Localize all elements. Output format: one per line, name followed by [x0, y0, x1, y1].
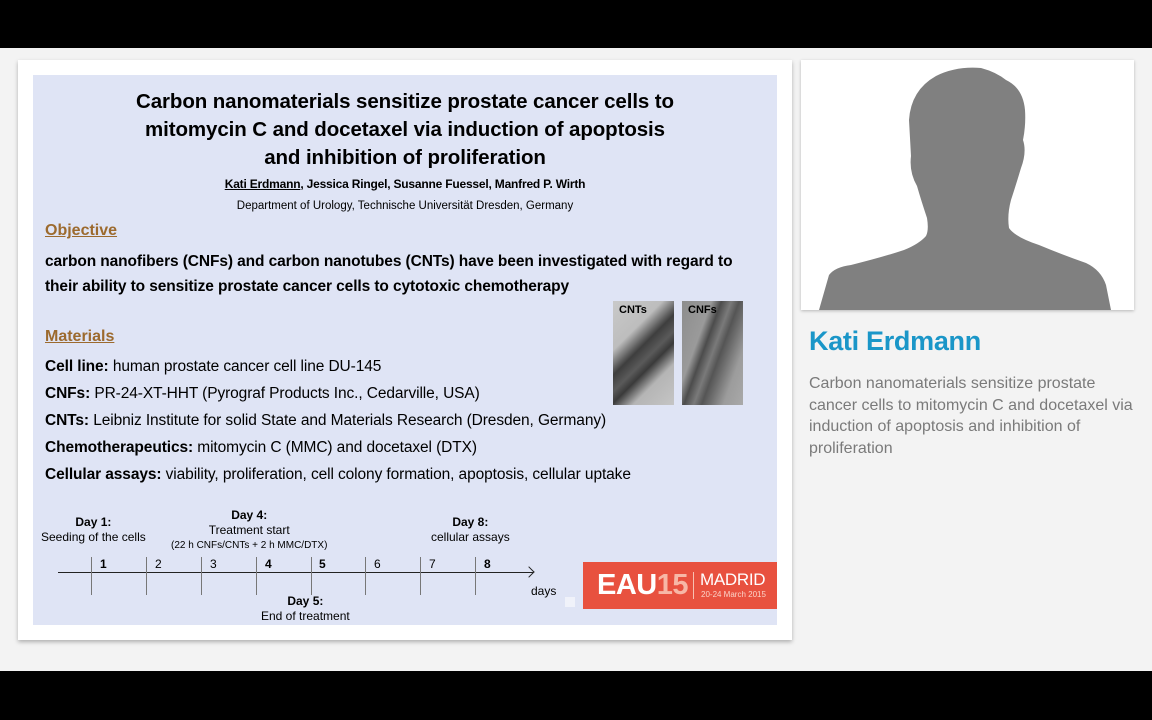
tick-label: 6: [374, 557, 381, 571]
logo-eau: [597, 569, 688, 602]
slide: [33, 75, 777, 625]
note-text: Seeding of the cells: [41, 530, 146, 544]
note-heading: Day 5:: [287, 594, 324, 608]
timeline-tick: [201, 557, 202, 595]
note-text: End of treatment: [261, 609, 350, 623]
presentation-player: [0, 48, 1152, 671]
materials-item-label: Chemotherapeutics:: [45, 439, 194, 456]
title-line: Carbon nanomaterials sensitize prostate cancer cells to: [136, 90, 674, 113]
note-heading: Day 1:: [75, 515, 112, 529]
note-text: Treatment start: [208, 523, 290, 537]
talk-title: Carbon nanomaterials sensitize prostate cancer cells to mitomycin C and docetaxel via induction of apoptosis and inhibition of proliferation: [809, 375, 1133, 457]
logo-dates: 20-24 March 2015: [701, 590, 766, 599]
note-text: cellular assays: [431, 530, 510, 544]
tick-label: 7: [429, 557, 436, 571]
materials-heading: Materials: [45, 328, 115, 345]
micrograph-label: CNTs: [619, 304, 647, 316]
avatar-silhouette-icon: [801, 60, 1134, 310]
materials-item-value: mitomycin C (MMC) and docetaxel (DTX): [193, 439, 477, 456]
timeline-note-day5: [261, 594, 350, 624]
materials-item-label: Cellular assays:: [45, 466, 162, 483]
materials-item-label: Cell line:: [45, 358, 109, 375]
title-line: mitomycin C and docetaxel via induction of apoptosis: [145, 118, 665, 141]
objective-text: carbon nanofibers (CNFs) and carbon nanotubes (CNTs) have been investigated with regard to their ability to sensitize prostate cancer cells to cytotoxic chemotherapy: [45, 253, 733, 295]
logo-year: 15: [656, 569, 688, 601]
materials-list: [45, 353, 631, 488]
logo-divider: [693, 572, 694, 599]
timeline-note-day4: [171, 508, 327, 553]
materials-item-value: PR-24-XT-HHT (Pyrograf Products Inc., Cedarville, USA): [90, 385, 480, 402]
timeline-tick: [475, 557, 476, 595]
materials-item: [45, 407, 631, 434]
note-subtext: (22 h CNFs/CNTs + 2 h MMC/DTX): [171, 540, 328, 551]
speaker-name: Kati Erdmann: [809, 326, 981, 356]
timeline-tick: [146, 557, 147, 595]
eau15-logo: [583, 562, 777, 609]
axis-unit: days: [531, 584, 557, 598]
tick-label: 2: [155, 557, 162, 571]
logo-eau-text: EAU: [597, 569, 657, 601]
materials-item-label: CNTs:: [45, 412, 89, 429]
timeline-note-day1: [41, 515, 146, 545]
timeline-tick: [420, 557, 421, 595]
timeline-tick: [91, 557, 92, 595]
slide-title: [33, 88, 777, 172]
cnf-micrograph: [682, 301, 743, 405]
tick-label: 3: [210, 557, 217, 571]
note-heading: Day 8:: [452, 515, 489, 529]
speaker-photo: [801, 60, 1134, 310]
co-authors: , Jessica Ringel, Susanne Fuessel, Manfred P. Wirth: [300, 177, 586, 191]
tick-label: 4: [265, 557, 272, 571]
materials-item: [45, 380, 631, 407]
slide-frame: [18, 60, 792, 640]
materials-item-value: Leibniz Institute for solid State and Materials Research (Dresden, Germany): [89, 412, 607, 429]
logo-city: MADRID: [700, 570, 766, 589]
materials-item: [45, 434, 631, 461]
authors: [33, 177, 777, 191]
slide-marker: [565, 597, 575, 607]
tick-label: 5: [319, 557, 326, 571]
materials-item: [45, 353, 631, 380]
micrograph-label: CNFs: [688, 304, 717, 316]
materials-item-value: human prostate cancer cell line DU-145: [108, 358, 382, 375]
materials-item-value: viability, proliferation, cell colony formation, apoptosis, cellular uptake: [161, 466, 631, 483]
materials-item: [45, 461, 631, 488]
timeline-note-day8: [431, 515, 510, 545]
affiliation: Department of Urology, Technische Universität Dresden, Germany: [236, 200, 574, 212]
tick-label: 8: [484, 557, 491, 571]
timeline-tick: [311, 557, 312, 595]
experiment-timeline: [33, 505, 593, 625]
timeline-axis: [58, 572, 533, 573]
presenting-author: Kati Erdmann: [224, 177, 301, 191]
materials-item-label: CNFs:: [45, 385, 91, 402]
timeline-tick: [256, 557, 257, 595]
timeline-tick: [365, 557, 366, 595]
cnt-micrograph: [613, 301, 674, 405]
tick-label: 1: [100, 557, 107, 571]
arrow-right-icon: [523, 566, 534, 577]
title-line: and inhibition of proliferation: [264, 146, 546, 169]
note-heading: Day 4:: [231, 508, 268, 522]
objective-heading: Objective: [45, 222, 118, 239]
